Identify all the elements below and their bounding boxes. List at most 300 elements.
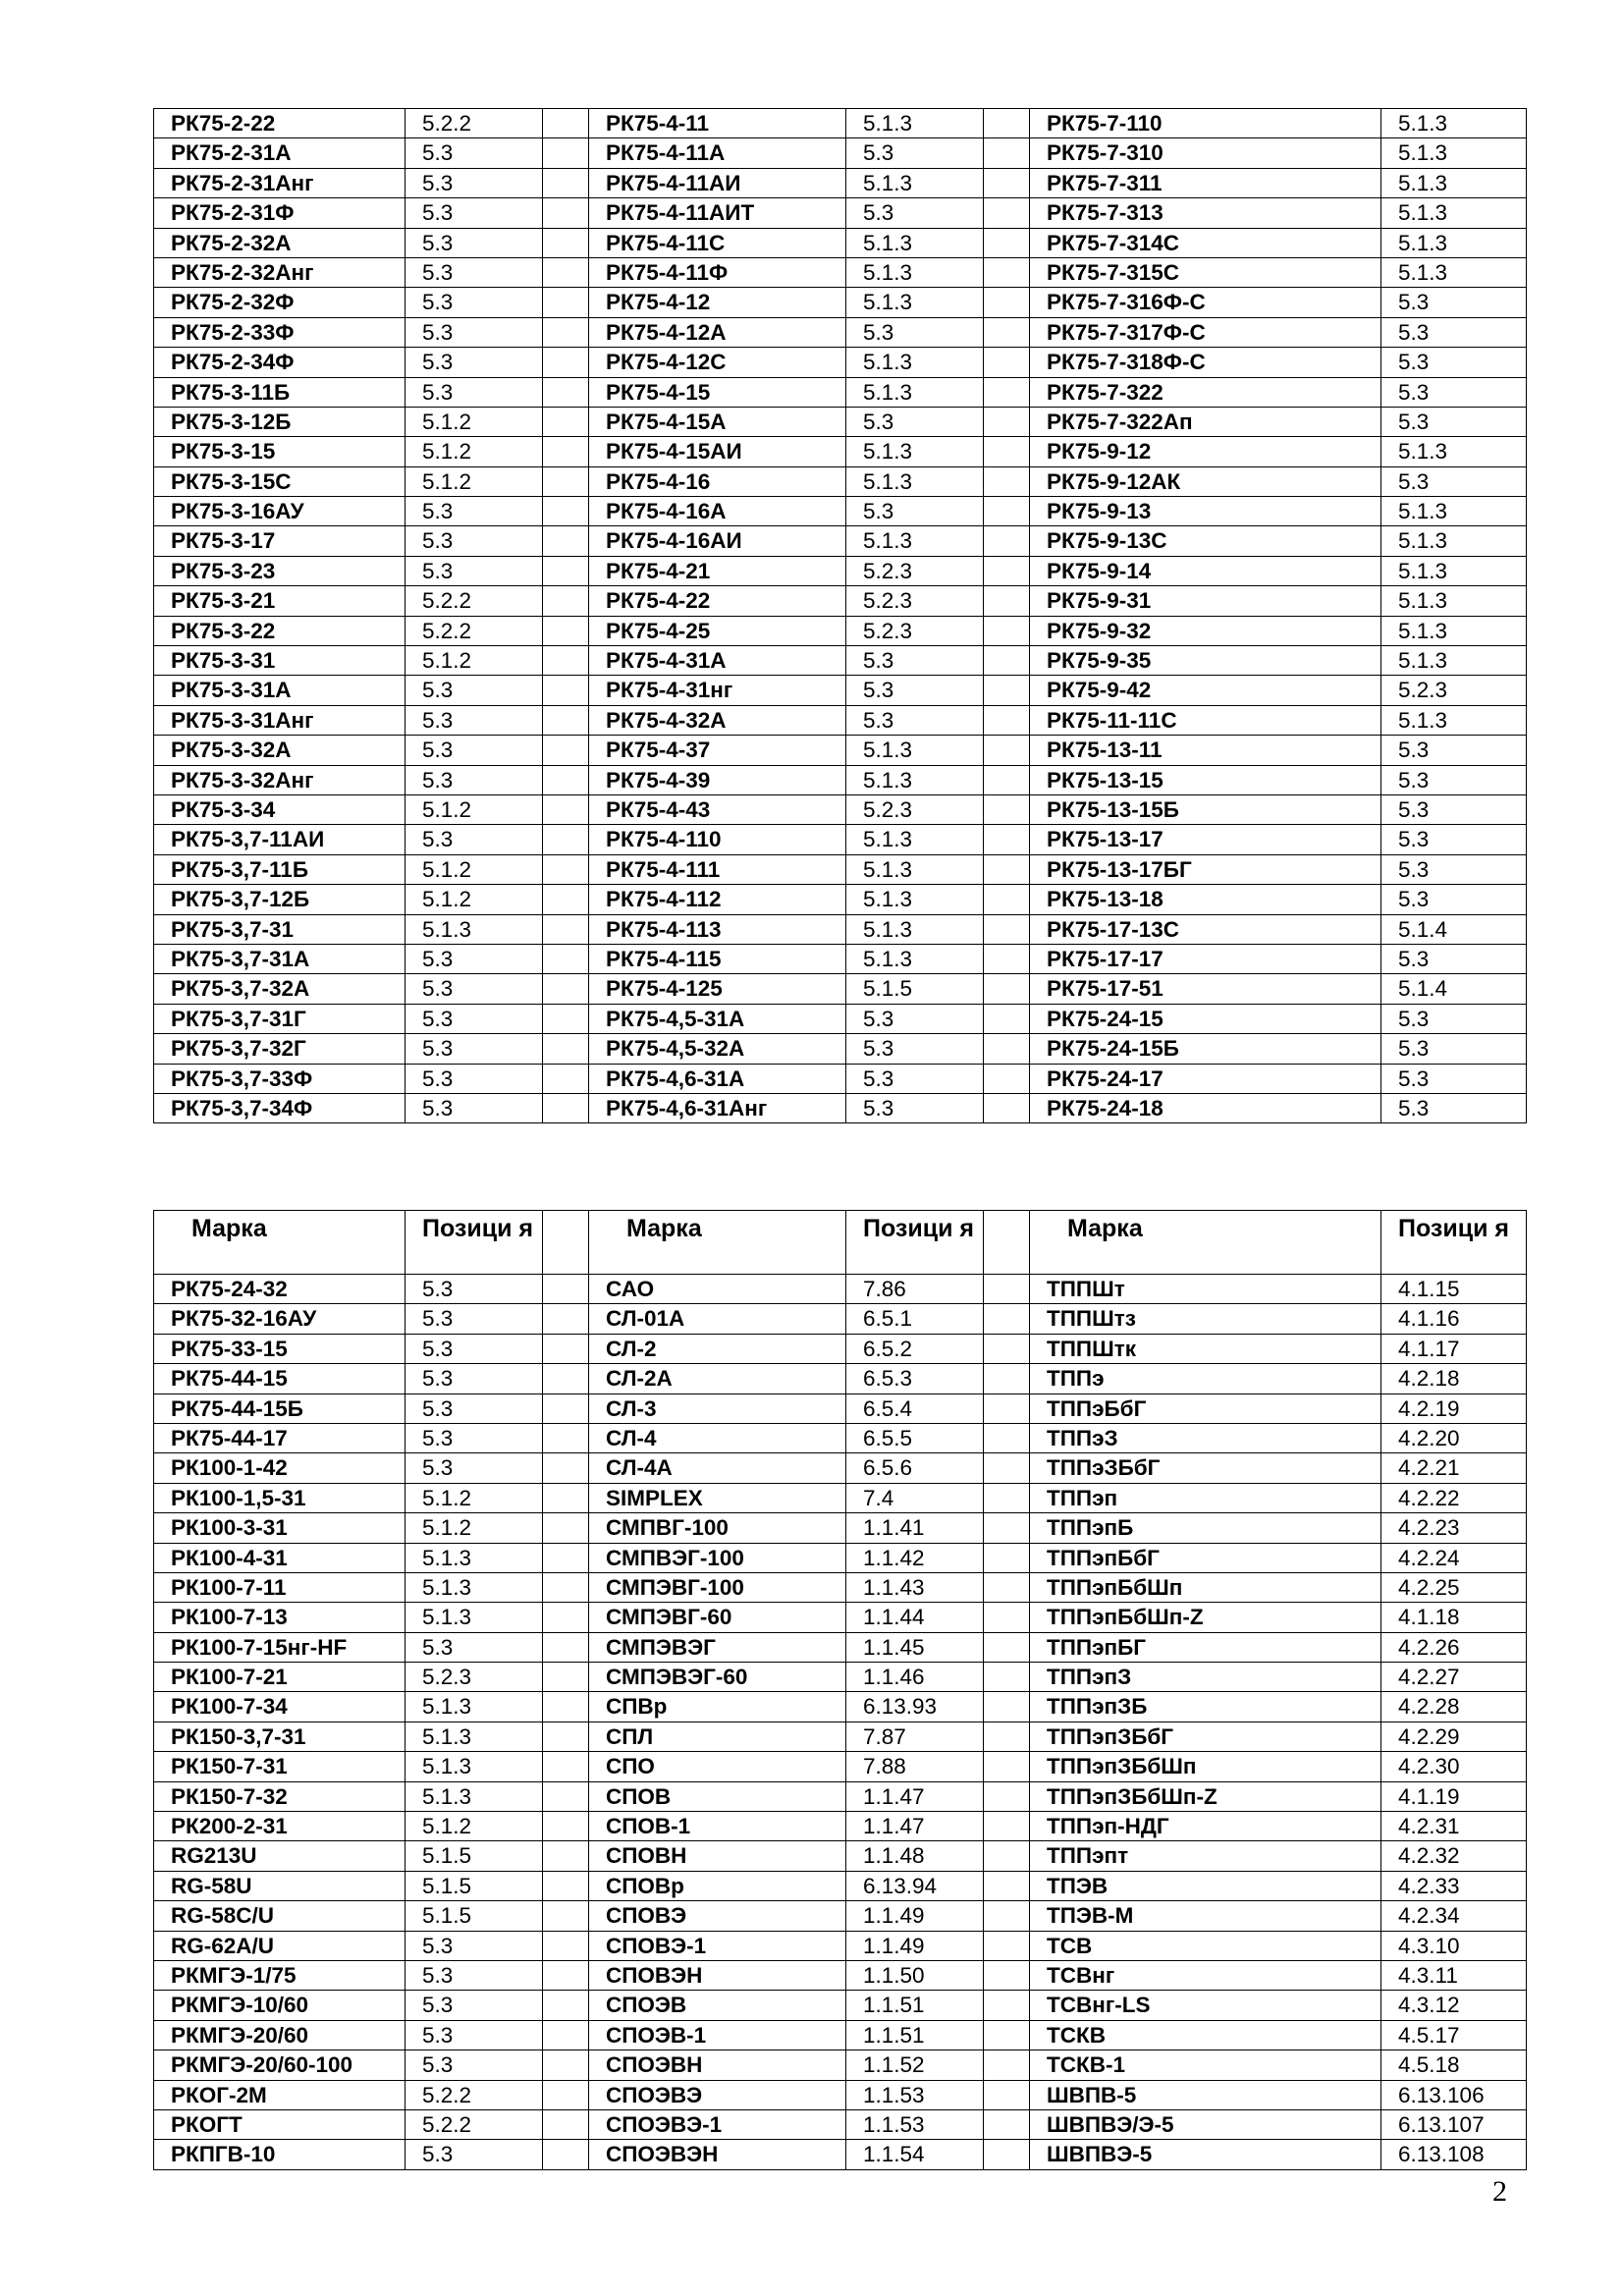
position-cell: 5.1.2 xyxy=(406,437,543,466)
cable-mark-cell: РК75-4-12 xyxy=(589,288,846,317)
position-cell: 5.3 xyxy=(406,736,543,765)
column-separator xyxy=(984,944,1030,973)
column-separator xyxy=(543,1960,589,1990)
position-cell: 4.3.12 xyxy=(1381,1991,1527,2020)
cable-mark-cell: РК75-7-318Ф-С xyxy=(1030,348,1381,377)
position-cell: 5.1.3 xyxy=(846,168,984,197)
cable-mark-cell: РК75-17-17 xyxy=(1030,944,1381,973)
table-row xyxy=(154,317,1527,347)
position-cell: 1.1.50 xyxy=(846,1960,984,1990)
column-separator xyxy=(984,377,1030,407)
column-separator xyxy=(984,198,1030,228)
position-cell: 1.1.43 xyxy=(846,1572,984,1602)
column-separator xyxy=(543,1663,589,1692)
cable-mark-cell: РК75-4-39 xyxy=(589,765,846,794)
cable-mark-cell: СПЛ xyxy=(589,1722,846,1751)
position-cell: 5.1.3 xyxy=(1381,257,1527,287)
table-row xyxy=(154,2140,1527,2169)
cable-mark-cell: СПВр xyxy=(589,1692,846,1722)
cable-mark-cell: РК75-3-21 xyxy=(154,586,406,616)
column-separator xyxy=(984,1931,1030,1960)
table-row xyxy=(154,1334,1527,1363)
cable-mark-cell: РК100-4-31 xyxy=(154,1543,406,1572)
cable-mark-cell: ТППэпЗБбШп-Z xyxy=(1030,1781,1381,1811)
cable-mark-cell: РК75-4-16 xyxy=(589,466,846,496)
position-cell: 5.3 xyxy=(406,1004,543,1033)
cable-mark-cell: РК75-4-11А xyxy=(589,138,846,168)
column-separator xyxy=(984,1423,1030,1452)
cable-mark-cell: ТПЭВ-М xyxy=(1030,1901,1381,1931)
column-separator xyxy=(984,1211,1030,1275)
cable-mark-cell: РК75-3-15 xyxy=(154,437,406,466)
cable-mark-cell: RG-58C/U xyxy=(154,1901,406,1931)
cable-mark-cell: РК75-3-11Б xyxy=(154,377,406,407)
position-cell: 5.1.3 xyxy=(1381,556,1527,585)
column-separator xyxy=(984,794,1030,824)
position-cell: 5.1.3 xyxy=(1381,437,1527,466)
column-separator xyxy=(543,1064,589,1093)
position-cell: 5.3 xyxy=(406,2140,543,2169)
position-cell: 5.1.3 xyxy=(846,437,984,466)
position-cell: 5.3 xyxy=(406,1453,543,1483)
position-cell: 5.1.5 xyxy=(406,1841,543,1871)
position-cell: 5.2.3 xyxy=(1381,676,1527,705)
table-row xyxy=(154,586,1527,616)
cable-mark-cell: ТСКВ-1 xyxy=(1030,2050,1381,2080)
cable-mark-cell: РК75-4-12А xyxy=(589,317,846,347)
column-separator xyxy=(984,288,1030,317)
cable-mark-cell: РК75-4-16А xyxy=(589,497,846,526)
position-cell: 5.1.4 xyxy=(1381,914,1527,944)
cable-mark-cell: РК100-7-15нг-HF xyxy=(154,1632,406,1662)
table-row xyxy=(154,825,1527,854)
table-row xyxy=(154,228,1527,257)
cable-mark-cell: РК75-4-31А xyxy=(589,646,846,676)
cable-mark-cell: РК100-7-21 xyxy=(154,1663,406,1692)
position-cell: 4.2.23 xyxy=(1381,1513,1527,1543)
column-separator xyxy=(543,407,589,436)
column-separator xyxy=(543,1871,589,1900)
table-row xyxy=(154,914,1527,944)
cable-mark-cell: РК75-9-35 xyxy=(1030,646,1381,676)
position-cell: 4.1.16 xyxy=(1381,1304,1527,1334)
cable-mark-cell: РК200-2-31 xyxy=(154,1812,406,1841)
cable-mark-cell: РК75-7-316Ф-С xyxy=(1030,288,1381,317)
position-cell: 5.1.3 xyxy=(1381,497,1527,526)
column-separator xyxy=(984,676,1030,705)
column-separator xyxy=(543,1603,589,1632)
position-cell: 5.1.2 xyxy=(406,885,543,914)
position-cell: 5.3 xyxy=(846,317,984,347)
cable-mark-cell: ТППэ xyxy=(1030,1364,1381,1394)
cable-mark-cell: ТППэпБГ xyxy=(1030,1632,1381,1662)
column-separator xyxy=(543,1513,589,1543)
position-cell: 4.2.28 xyxy=(1381,1692,1527,1722)
cable-mark-cell: РК75-7-317Ф-С xyxy=(1030,317,1381,347)
column-separator xyxy=(984,2140,1030,2169)
table-row xyxy=(154,1394,1527,1423)
cable-mark-cell: РК75-9-12 xyxy=(1030,437,1381,466)
position-cell: 4.2.33 xyxy=(1381,1871,1527,1900)
column-separator xyxy=(984,257,1030,287)
position-cell: 4.2.27 xyxy=(1381,1663,1527,1692)
cable-mark-cell: РК75-4-15А xyxy=(589,407,846,436)
column-separator xyxy=(543,2080,589,2109)
cable-mark-cell: РК75-3,7-12Б xyxy=(154,885,406,914)
table-row xyxy=(154,1663,1527,1692)
cable-mark-cell: РКОГ-2М xyxy=(154,2080,406,2109)
position-cell: 5.1.2 xyxy=(406,466,543,496)
cable-mark-cell: РК75-4,6-31А xyxy=(589,1064,846,1093)
cable-mark-cell: ТСКВ xyxy=(1030,2020,1381,2050)
cable-mark-cell: РК75-13-18 xyxy=(1030,885,1381,914)
position-cell: 5.1.3 xyxy=(406,1781,543,1811)
cable-mark-cell: РК75-17-51 xyxy=(1030,974,1381,1004)
cable-mark-cell: СЛ-2 xyxy=(589,1334,846,1363)
table-row xyxy=(154,1960,1527,1990)
position-cell: 7.88 xyxy=(846,1752,984,1781)
position-cell: 6.5.4 xyxy=(846,1394,984,1423)
position-cell: 5.3 xyxy=(406,1275,543,1304)
column-separator xyxy=(984,228,1030,257)
column-separator xyxy=(543,1093,589,1122)
cable-mark-cell: РК75-44-17 xyxy=(154,1423,406,1452)
position-cell: 5.3 xyxy=(846,198,984,228)
column-separator xyxy=(984,974,1030,1004)
position-cell: 4.3.11 xyxy=(1381,1960,1527,1990)
column-separator xyxy=(543,736,589,765)
cable-mark-cell: ТСВнг xyxy=(1030,1960,1381,1990)
column-separator xyxy=(543,1304,589,1334)
table-row xyxy=(154,1931,1527,1960)
column-separator xyxy=(984,646,1030,676)
table-row xyxy=(154,1812,1527,1841)
cable-mark-cell: СПОЭВ-1 xyxy=(589,2020,846,2050)
position-cell: 7.4 xyxy=(846,1483,984,1512)
position-cell: 5.3 xyxy=(406,198,543,228)
position-cell: 5.1.2 xyxy=(406,1483,543,1512)
table-row xyxy=(154,736,1527,765)
position-cell: 5.3 xyxy=(406,1334,543,1363)
position-cell: 5.3 xyxy=(1381,1093,1527,1122)
cable-mark-cell: ШВПВ-5 xyxy=(1030,2080,1381,2109)
cable-mark-cell: РК75-3,7-32Г xyxy=(154,1034,406,1064)
cable-mark-cell: РКОГТ xyxy=(154,2109,406,2139)
cable-mark-cell: РК75-2-31А xyxy=(154,138,406,168)
column-separator xyxy=(543,556,589,585)
position-cell: 5.3 xyxy=(1381,944,1527,973)
cable-mark-cell: ТППШтк xyxy=(1030,1334,1381,1363)
cable-mark-cell: РК75-3-12Б xyxy=(154,407,406,436)
position-cell: 5.2.2 xyxy=(406,109,543,138)
table-row xyxy=(154,138,1527,168)
cable-mark-cell: РК75-44-15 xyxy=(154,1364,406,1394)
position-cell: 5.1.3 xyxy=(846,257,984,287)
column-separator xyxy=(543,2050,589,2080)
position-cell: 1.1.53 xyxy=(846,2080,984,2109)
cable-mark-cell: РК75-7-310 xyxy=(1030,138,1381,168)
column-separator xyxy=(543,1543,589,1572)
column-separator xyxy=(984,437,1030,466)
position-cell: 5.1.3 xyxy=(1381,228,1527,257)
position-cell: 5.1.3 xyxy=(406,1692,543,1722)
position-cell: 5.1.3 xyxy=(846,854,984,884)
position-cell: 5.1.3 xyxy=(1381,646,1527,676)
position-cell: 5.1.3 xyxy=(1381,109,1527,138)
position-cell: 5.2.3 xyxy=(846,586,984,616)
cable-mark-cell: РК75-24-17 xyxy=(1030,1064,1381,1093)
cable-mark-cell: РК75-13-15Б xyxy=(1030,794,1381,824)
position-cell: 5.1.3 xyxy=(846,914,984,944)
column-separator xyxy=(984,854,1030,884)
position-cell: 4.2.25 xyxy=(1381,1572,1527,1602)
table-row xyxy=(154,466,1527,496)
header-position: Позици я xyxy=(846,1211,984,1275)
table-row xyxy=(154,198,1527,228)
position-cell: 5.3 xyxy=(406,944,543,973)
table-row xyxy=(154,944,1527,973)
cable-mark-cell: ТППэпБбШп xyxy=(1030,1572,1381,1602)
page-number: 2 xyxy=(1492,2175,1507,2208)
cable-mark-cell: РК75-3-17 xyxy=(154,526,406,556)
cable-mark-cell: РК75-17-13С xyxy=(1030,914,1381,944)
position-cell: 5.2.2 xyxy=(406,2109,543,2139)
column-separator xyxy=(543,646,589,676)
column-separator xyxy=(543,1991,589,2020)
column-separator xyxy=(543,1034,589,1064)
position-cell: 5.1.3 xyxy=(1381,526,1527,556)
column-separator xyxy=(984,825,1030,854)
position-cell: 5.3 xyxy=(1381,794,1527,824)
cable-mark-cell: РК75-3,7-34Ф xyxy=(154,1093,406,1122)
cable-mark-cell: РК75-7-313 xyxy=(1030,198,1381,228)
table-row xyxy=(154,616,1527,645)
position-cell: 5.1.3 xyxy=(1381,198,1527,228)
cable-mark-cell: СПОВ xyxy=(589,1781,846,1811)
cable-mark-cell: РК75-4-15 xyxy=(589,377,846,407)
column-separator xyxy=(984,1663,1030,1692)
column-separator xyxy=(543,1334,589,1363)
table-row xyxy=(154,646,1527,676)
cable-mark-cell: ТППэЗ xyxy=(1030,1423,1381,1452)
cable-mark-cell: ТППэпБбГ xyxy=(1030,1543,1381,1572)
column-separator xyxy=(984,1812,1030,1841)
cable-mark-cell: ШВПВЭ/Э-5 xyxy=(1030,2109,1381,2139)
position-cell: 5.3 xyxy=(1381,407,1527,436)
cable-mark-cell: СПОЭВ xyxy=(589,1991,846,2020)
position-cell: 6.5.3 xyxy=(846,1364,984,1394)
column-separator xyxy=(984,526,1030,556)
column-separator xyxy=(984,1304,1030,1334)
cable-mark-cell: РК75-3,7-33Ф xyxy=(154,1064,406,1093)
position-cell: 5.2.2 xyxy=(406,2080,543,2109)
cable-mark-cell: РК75-2-32Ф xyxy=(154,288,406,317)
position-cell: 5.1.3 xyxy=(846,348,984,377)
position-cell: 5.3 xyxy=(406,556,543,585)
cable-mark-cell: СЛ-4 xyxy=(589,1423,846,1452)
table-row xyxy=(154,1991,1527,2020)
column-separator xyxy=(984,1453,1030,1483)
column-separator xyxy=(543,437,589,466)
table-row xyxy=(154,437,1527,466)
cable-mark-cell: РК75-2-32Анг xyxy=(154,257,406,287)
position-cell: 5.3 xyxy=(1381,854,1527,884)
position-cell: 5.1.3 xyxy=(846,228,984,257)
cable-mark-cell: РК75-3-15С xyxy=(154,466,406,496)
position-cell: 5.3 xyxy=(406,1034,543,1064)
cable-mark-cell: РК75-13-11 xyxy=(1030,736,1381,765)
column-separator xyxy=(543,168,589,197)
cable-mark-cell: РК150-3,7-31 xyxy=(154,1722,406,1751)
position-cell: 4.2.30 xyxy=(1381,1752,1527,1781)
cable-mark-cell: РК75-9-42 xyxy=(1030,676,1381,705)
table-row xyxy=(154,257,1527,287)
position-cell: 5.1.3 xyxy=(406,1543,543,1572)
position-cell: 5.3 xyxy=(406,1991,543,2020)
column-separator xyxy=(984,586,1030,616)
column-separator xyxy=(543,1781,589,1811)
column-separator xyxy=(984,1901,1030,1931)
position-cell: 5.1.3 xyxy=(846,288,984,317)
position-cell: 4.1.19 xyxy=(1381,1781,1527,1811)
table-row xyxy=(154,2020,1527,2050)
cable-mark-cell: СПОЭВЭ-1 xyxy=(589,2109,846,2139)
position-cell: 5.3 xyxy=(1381,288,1527,317)
cable-mark-cell: РК75-4-15АИ xyxy=(589,437,846,466)
cable-mark-cell: РК75-4-11 xyxy=(589,109,846,138)
cable-mark-cell: СМПЭВЭГ xyxy=(589,1632,846,1662)
column-separator xyxy=(984,1513,1030,1543)
column-separator xyxy=(984,1275,1030,1304)
position-cell: 4.2.24 xyxy=(1381,1543,1527,1572)
cable-index-table-2 xyxy=(153,1210,1527,2170)
position-cell: 5.1.2 xyxy=(406,407,543,436)
table-row xyxy=(154,794,1527,824)
position-cell: 5.3 xyxy=(406,1931,543,1960)
cable-mark-cell: ТППэп xyxy=(1030,1483,1381,1512)
table-row xyxy=(154,1603,1527,1632)
cable-mark-cell: РК75-9-12АК xyxy=(1030,466,1381,496)
position-cell: 5.3 xyxy=(406,1960,543,1990)
cable-mark-cell: СПОЭВЭ xyxy=(589,2080,846,2109)
cable-mark-cell: ТППэпЗ xyxy=(1030,1663,1381,1692)
position-cell: 4.2.18 xyxy=(1381,1364,1527,1394)
table-row xyxy=(154,1543,1527,1572)
column-separator xyxy=(984,1781,1030,1811)
position-cell: 1.1.51 xyxy=(846,2020,984,2050)
cable-mark-cell: РК75-24-15 xyxy=(1030,1004,1381,1033)
column-separator xyxy=(543,466,589,496)
cable-mark-cell: RG213U xyxy=(154,1841,406,1871)
column-separator xyxy=(543,497,589,526)
cable-mark-cell: СПО xyxy=(589,1752,846,1781)
position-cell: 5.3 xyxy=(1381,825,1527,854)
column-separator xyxy=(543,257,589,287)
column-separator xyxy=(984,466,1030,496)
column-separator xyxy=(543,1211,589,1275)
column-separator xyxy=(543,1394,589,1423)
position-cell: 4.5.17 xyxy=(1381,2020,1527,2050)
cable-index-table-1 xyxy=(153,108,1527,1123)
position-cell: 5.1.3 xyxy=(846,765,984,794)
position-cell: 6.13.108 xyxy=(1381,2140,1527,2169)
cable-mark-cell: РК75-4-11Ф xyxy=(589,257,846,287)
table-row xyxy=(154,1064,1527,1093)
cable-mark-cell: ТППэпБ xyxy=(1030,1513,1381,1543)
table-row xyxy=(154,1901,1527,1931)
position-cell: 5.3 xyxy=(406,317,543,347)
column-separator xyxy=(543,109,589,138)
cable-mark-cell: РКМГЭ-1/75 xyxy=(154,1960,406,1990)
cable-mark-cell: ТСВнг-LS xyxy=(1030,1991,1381,2020)
cable-mark-cell: РК75-3,7-31Г xyxy=(154,1004,406,1033)
column-separator xyxy=(984,109,1030,138)
table-row xyxy=(154,348,1527,377)
cable-mark-cell: РК75-4-37 xyxy=(589,736,846,765)
position-cell: 5.3 xyxy=(406,676,543,705)
position-cell: 5.3 xyxy=(406,2050,543,2080)
column-separator xyxy=(984,1364,1030,1394)
position-cell: 5.3 xyxy=(846,1093,984,1122)
cable-mark-cell: РК75-4-11АИ xyxy=(589,168,846,197)
position-cell: 6.5.1 xyxy=(846,1304,984,1334)
cable-mark-cell: SIMPLEX xyxy=(589,1483,846,1512)
table-row xyxy=(154,109,1527,138)
column-separator xyxy=(984,138,1030,168)
cable-mark-cell: РК75-7-314С xyxy=(1030,228,1381,257)
position-cell: 1.1.52 xyxy=(846,2050,984,2080)
column-separator xyxy=(543,765,589,794)
column-separator xyxy=(543,914,589,944)
table-row xyxy=(154,1871,1527,1900)
position-cell: 5.3 xyxy=(406,377,543,407)
table-row xyxy=(154,1841,1527,1871)
position-cell: 1.1.46 xyxy=(846,1663,984,1692)
cable-mark-cell: РК75-3-34 xyxy=(154,794,406,824)
column-separator xyxy=(543,676,589,705)
column-separator xyxy=(543,1841,589,1871)
table-row xyxy=(154,1034,1527,1064)
cable-mark-cell: СПОВЭ xyxy=(589,1901,846,1931)
cable-mark-cell: СМПЭВЭГ-60 xyxy=(589,1663,846,1692)
cable-mark-cell: РК75-4-32А xyxy=(589,705,846,735)
cable-mark-cell: РК75-4-25 xyxy=(589,616,846,645)
position-cell: 4.1.15 xyxy=(1381,1275,1527,1304)
table-row xyxy=(154,1632,1527,1662)
cable-mark-cell: РК75-4-110 xyxy=(589,825,846,854)
cable-mark-cell: РК75-4-21 xyxy=(589,556,846,585)
position-cell: 5.3 xyxy=(406,1093,543,1122)
table-row xyxy=(154,885,1527,914)
cable-mark-cell: РК75-4-112 xyxy=(589,885,846,914)
cable-mark-cell: RG-58U xyxy=(154,1871,406,1900)
position-cell: 5.1.3 xyxy=(846,885,984,914)
header-mark: Марка xyxy=(154,1211,406,1275)
column-separator xyxy=(543,1632,589,1662)
cable-mark-cell: РК75-3-31 xyxy=(154,646,406,676)
cable-mark-cell: РК75-4-16АИ xyxy=(589,526,846,556)
table-row xyxy=(154,526,1527,556)
column-separator xyxy=(543,1931,589,1960)
cable-mark-cell: РК75-2-33Ф xyxy=(154,317,406,347)
header-mark: Марка xyxy=(1030,1211,1381,1275)
position-cell: 6.13.93 xyxy=(846,1692,984,1722)
cable-mark-cell: РК75-4-125 xyxy=(589,974,846,1004)
position-cell: 5.3 xyxy=(1381,736,1527,765)
position-cell: 5.2.3 xyxy=(846,616,984,645)
position-cell: 5.1.5 xyxy=(846,974,984,1004)
cable-mark-cell: РК75-4,5-31А xyxy=(589,1004,846,1033)
